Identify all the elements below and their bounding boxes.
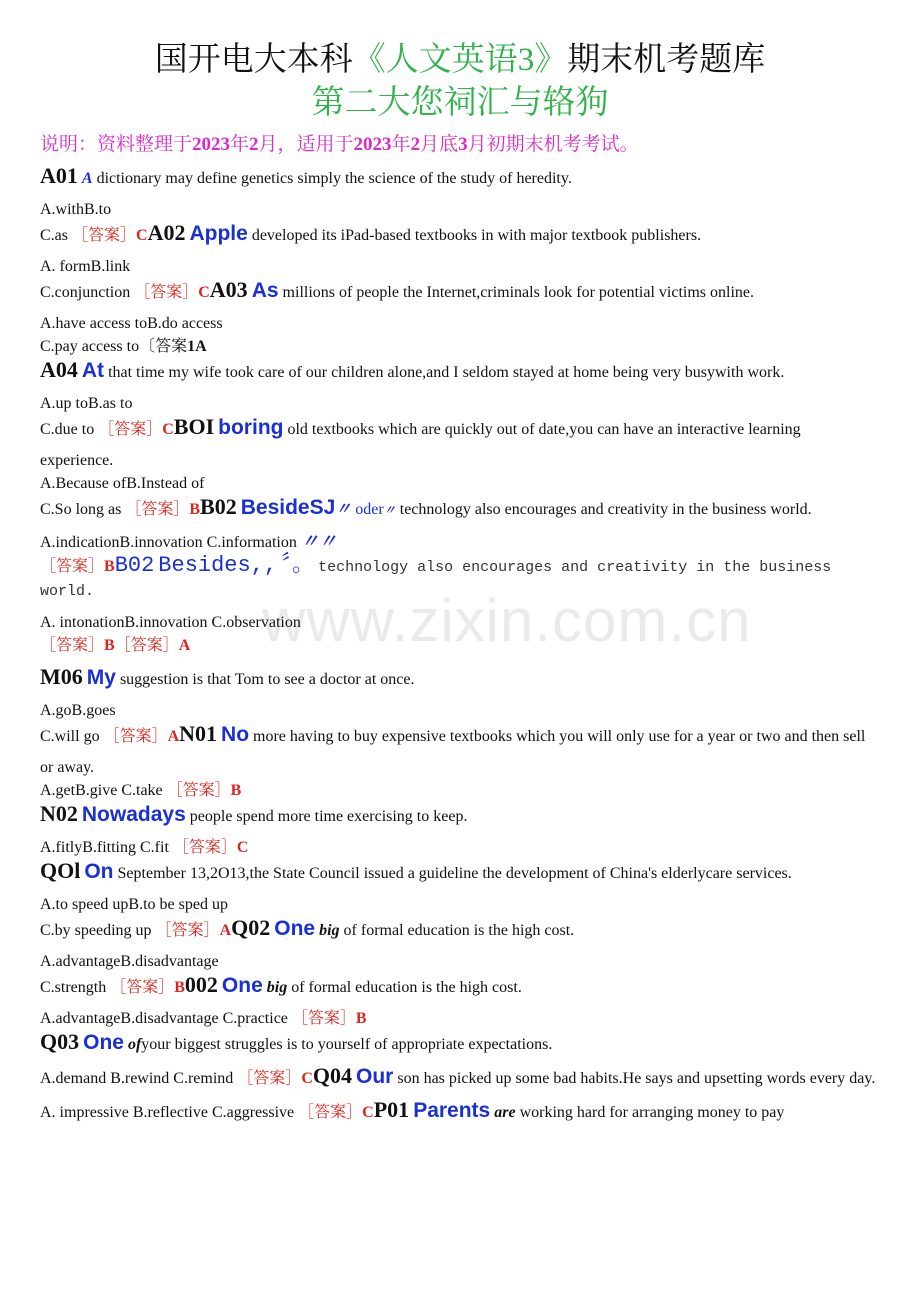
question-a03: C.conjunction ［答案］CA03 As millions of people the Internet,criminals look for potential victims online.: [40, 277, 754, 302]
question-q04: A.demand B.rewind C.remind ［答案］CQ04 Our son has picked up some bad habits.He says and upsetting words every day.: [40, 1063, 876, 1088]
question-b02-repeat: ［答案］BB02 Besides,, 〞。 technology also encourages and creativity in the business world.: [40, 553, 832, 600]
options-n01: A.getB.give C.take ［答案］B: [40, 782, 242, 799]
options-a03: A.have access toB.do access: [40, 315, 223, 332]
options-n02: A.fitlyB.fitting C.fit ［答案］C: [40, 839, 249, 856]
question-m06: M06 My suggestion is that Tom to see a doctor at once.: [40, 664, 415, 689]
options-q02: A.advantageB.disadvantage: [40, 953, 219, 970]
question-n01: C.will go ［答案］AN01 No more having to buy expensive textbooks which you will only use for a year or two and then sell: [40, 721, 866, 746]
options-a04: A.up toB.as to: [40, 395, 133, 412]
question-p01: A. impressive B.reflective C.aggressive ［答案］CP01 Parents are working hard for arranging money to pay: [40, 1097, 785, 1122]
options-b02: A.indicationB.innovation C.information 〃〃: [40, 531, 337, 551]
answers-b02-repeat: ［答案］B［答案］A: [40, 637, 191, 654]
options-a01: A.withB.to: [40, 201, 112, 218]
document-page: [40, 38, 880, 1124]
question-n02: N02 Nowadays people spend more time exercising to keep.: [40, 801, 468, 826]
page-title: 国开电大本科《人文英语3》期末机考题库: [154, 42, 766, 78]
usage-note: 说明：资料整理于2023年2月，适用于2023年2月底3月初期末机考考试。: [40, 134, 639, 155]
options-002: A.advantageB.disadvantage C.practice ［答案］B: [40, 1010, 367, 1027]
question-a04: A04 At that time my wife took care of our children alone,and I seldom stayed at home being very busywith work.: [40, 357, 785, 382]
question-q02: C.by speeding up ［答案］AQ02 One big of formal education is the high cost.: [40, 915, 575, 940]
question-q03: Q03 One ofyour biggest struggles is to yourself of appropriate expectations.: [40, 1029, 553, 1054]
question-n01-cont: or away.: [40, 759, 95, 776]
question-b01-cont: experience.: [40, 452, 114, 469]
options-a02: A. formB.link: [40, 258, 131, 275]
options-b01: A.Because ofB.Instead of: [40, 475, 205, 492]
question-a02: C.as ［答案］CA02 Apple developed its iPad-based textbooks in with major textbook publishers.: [40, 220, 702, 245]
question-002: C.strength ［答案］B002 One big of formal education is the high cost.: [40, 972, 522, 997]
options-b02-repeat: A. intonationB.innovation C.observation: [40, 614, 301, 631]
question-b02: C.So long as ［答案］BB02 BesideSJ〃 oder〃 technology also encourages and creativity in the business world.: [40, 494, 812, 519]
answer-a03: C.pay access to〔答案1A: [40, 338, 207, 355]
question-q01: QOl On September 13,2O13,the State Council issued a guideline the development of China's elderlycare services.: [40, 858, 792, 883]
page-subtitle: 第二大您祠汇与辂狗: [311, 85, 609, 121]
options-q01: A.to speed upB.to be sped up: [40, 896, 228, 913]
question-b01: C.due to ［答案］CBOI boring old textbooks which are quickly out of date,you can have an interactive learning: [40, 414, 801, 439]
options-m06: A.goB.goes: [40, 702, 116, 719]
question-a01: A01 A dictionary may define genetics simply the science of the study of heredity.: [40, 163, 572, 188]
watermark: www.zixin.com.cn: [262, 587, 752, 654]
